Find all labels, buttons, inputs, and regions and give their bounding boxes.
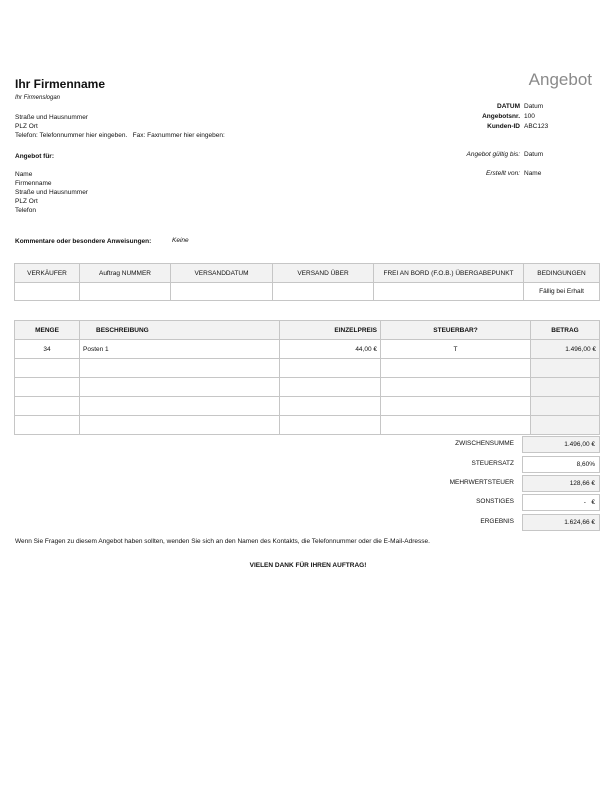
cell-quantity: [15, 378, 80, 397]
quote-number-value: 100: [524, 113, 535, 120]
header-fob: FREI AN BORD (F.O.B.) ÜBERGABEPUNKT: [374, 264, 524, 283]
thank-you-note: VIELEN DANK FÜR IHREN AUFTRAG!: [249, 562, 367, 569]
line-items-table: [14, 320, 600, 435]
vat-label: MEHRWERTSTEUER: [449, 479, 514, 486]
cell-taxable: [381, 397, 531, 416]
company-name: Ihr Firmenname: [15, 77, 106, 91]
total-label: ERGEBNIS: [480, 518, 514, 525]
cell-unit-price: [280, 416, 381, 435]
document-title: Angebot: [528, 70, 592, 89]
header-order-number: Auftrag NUMMER: [80, 264, 171, 283]
recipient-phone: Telefon: [15, 207, 36, 214]
company-city: PLZ Ort: [15, 123, 38, 130]
header-amount: BETRAG: [531, 321, 600, 340]
date-value: Datum: [524, 103, 544, 110]
cell-amount: [531, 416, 600, 435]
order-info-table: [14, 263, 600, 301]
order-info-header-row: [15, 264, 600, 283]
cell-amount: 1.496,00 €: [531, 340, 600, 359]
cell-quantity: [15, 416, 80, 435]
header-unit-price: EINZELPREIS: [280, 321, 381, 340]
recipient-city: PLZ Ort: [15, 198, 38, 205]
customer-id-value: ABC123: [524, 123, 549, 130]
cell-unit-price: 44,00 €: [280, 340, 381, 359]
company-phone-fax: Telefon: Telefonnummer hier eingeben. Fax: Faxnummer hier eingeben:: [15, 132, 225, 139]
company-slogan: Ihr Firmenslogan: [15, 95, 61, 101]
cell-unit-price: [280, 378, 381, 397]
other-value: - €: [522, 494, 600, 511]
tax-rate-value: 8,60%: [522, 456, 600, 473]
header-description: BESCHREIBUNG: [80, 321, 280, 340]
cell-terms: Fällig bei Erhalt: [524, 283, 600, 301]
header-seller: VERKÄUFER: [15, 264, 80, 283]
cell-description: [80, 397, 280, 416]
customer-id-label: Kunden-ID: [487, 123, 520, 130]
cell-fob: [374, 283, 524, 301]
subtotal-value: 1.496,00 €: [522, 436, 600, 453]
comments-value: Keine: [172, 237, 189, 244]
subtotal-label: ZWISCHENSUMME: [455, 440, 514, 447]
cell-ship-via: [273, 283, 374, 301]
recipient-name: Name: [15, 171, 33, 178]
contact-note: Wenn Sie Fragen zu diesem Angebot haben sollten, wenden Sie sich an den Namen des Kontakts, die Telefonnummer oder die E-Mail-Adresse.: [15, 538, 430, 545]
header-quantity: MENGE: [15, 321, 80, 340]
valid-until-value: Datum: [524, 151, 544, 158]
cell-description: Posten 1: [80, 340, 280, 359]
valid-until-label: Angebot gültig bis:: [466, 151, 520, 158]
cell-amount: [531, 397, 600, 416]
created-by-value: Name: [524, 170, 542, 177]
table-row: [15, 340, 600, 359]
vat-value: 128,66 €: [522, 475, 600, 492]
cell-seller: [15, 283, 80, 301]
created-by-label: Erstellt von:: [486, 170, 520, 177]
other-label: SONSTIGES: [476, 498, 514, 505]
cell-amount: [531, 359, 600, 378]
cell-amount: [531, 378, 600, 397]
tax-rate-label: STEUERSATZ: [471, 460, 514, 467]
items-header-row: [15, 321, 600, 340]
cell-taxable: [381, 378, 531, 397]
quote-number-label: Angebotsnr.: [482, 113, 520, 120]
cell-unit-price: [280, 359, 381, 378]
order-info-row: [15, 283, 600, 301]
cell-ship-date: [171, 283, 273, 301]
cell-taxable: [381, 359, 531, 378]
cell-taxable: T: [381, 340, 531, 359]
cell-description: [80, 378, 280, 397]
cell-quantity: 34: [15, 340, 80, 359]
cell-description: [80, 416, 280, 435]
cell-quantity: [15, 397, 80, 416]
total-value: 1.624,66 €: [522, 514, 600, 531]
comments-label: Kommentare oder besondere Anweisungen:: [15, 238, 152, 245]
header-ship-date: VERSANDDATUM: [171, 264, 273, 283]
recipient-label: Angebot für:: [15, 153, 54, 160]
header-taxable: STEUERBAR?: [381, 321, 531, 340]
table-row: [15, 378, 600, 397]
table-row: [15, 397, 600, 416]
cell-description: [80, 359, 280, 378]
table-row: [15, 416, 600, 435]
cell-unit-price: [280, 397, 381, 416]
recipient-street: Straße und Hausnummer: [15, 189, 88, 196]
cell-order-number: [80, 283, 171, 301]
table-row: [15, 359, 600, 378]
recipient-company: Firmenname: [15, 180, 52, 187]
date-label: DATUM: [497, 103, 520, 110]
header-ship-via: VERSAND ÜBER: [273, 264, 374, 283]
company-street: Straße und Hausnummer: [15, 114, 88, 121]
cell-quantity: [15, 359, 80, 378]
cell-taxable: [381, 416, 531, 435]
header-terms: BEDINGUNGEN: [524, 264, 600, 283]
